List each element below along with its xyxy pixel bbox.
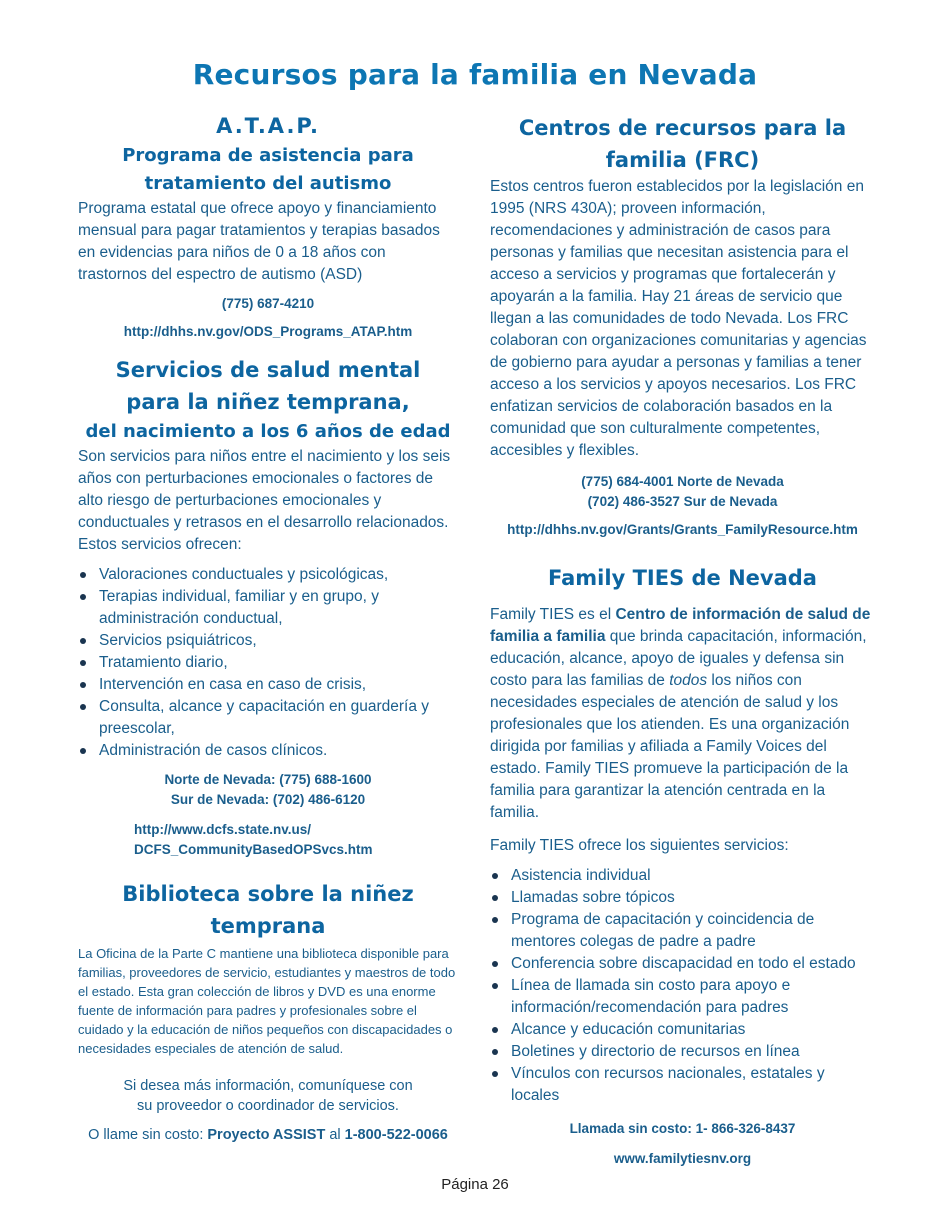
library-heading bbox=[78, 878, 458, 942]
mental-health-subheading: del nacimiento a los 6 años de edad bbox=[85, 421, 451, 442]
list-item: Conferencia sobre discapacidad en todo el estado bbox=[490, 953, 875, 975]
list-item: Asistencia individual bbox=[490, 865, 875, 887]
mental-health-url-link[interactable] bbox=[78, 820, 458, 860]
frc-contacts bbox=[490, 472, 875, 512]
call-mid: al bbox=[325, 1127, 345, 1143]
body-part2: que brinda capacitación, información, educación, alcance, apoyo de iguales y defensa sin costo para las familias de bbox=[490, 628, 867, 689]
url-line1: http://www.dcfs.state.nv.us/ bbox=[134, 822, 312, 837]
body-bold: Centro de información de salud de familia a familia bbox=[490, 606, 871, 645]
mental-health-contacts bbox=[78, 770, 458, 810]
mental-health-section bbox=[78, 354, 458, 860]
list-item: Boletines y directorio de recursos en línea bbox=[490, 1041, 875, 1063]
family-ties-body bbox=[490, 604, 875, 824]
frc-heading-line1: Centros de recursos para la bbox=[518, 116, 847, 140]
page-number: Página 26 bbox=[441, 1176, 509, 1193]
family-ties-url-link[interactable]: www.familytiesnv.org bbox=[613, 1151, 752, 1166]
list-item: Terapias individual, familiar y en grupo, y administración conductual, bbox=[78, 586, 458, 630]
list-item: Servicios psiquiátricos, bbox=[78, 630, 458, 652]
body-part3: los niños con necesidades especiales de atención de salud y los profesionales que los atienden. Es una organización dirigida por familias y afiliada a Family Voices del estado. Family TIES promueve la participación de la familia para garantizar la atención centrada en la familia. bbox=[490, 672, 850, 821]
library-section bbox=[78, 878, 458, 1146]
list-item: Tratamiento diario, bbox=[78, 652, 458, 674]
contact-north: Norte de Nevada: (775) 688-1600 bbox=[164, 772, 372, 787]
atap-subheading-line2: tratamiento del autismo bbox=[144, 173, 392, 194]
contact-south: Sur de Nevada: (702) 486-6120 bbox=[170, 792, 366, 807]
list-item: Intervención en casa en caso de crisis, bbox=[78, 674, 458, 696]
family-ties-section bbox=[490, 562, 875, 1169]
call-number[interactable]: 1-800-522-0066 bbox=[344, 1127, 448, 1143]
family-ties-tollfree[interactable]: Llamada sin costo: 1- 866-326-8437 bbox=[569, 1121, 796, 1136]
library-info bbox=[78, 1076, 458, 1116]
list-item: Llamadas sobre tópicos bbox=[490, 887, 875, 909]
url-line2: DCFS_CommunityBasedOPSvcs.htm bbox=[134, 842, 373, 857]
frc-body: Estos centros fueron establecidos por la legislación en 1995 (NRS 430A); proveen información, recomendaciones y administración de casos para personas y familias que necesitan asistencia para el acceso a servicios y programas que fortalecerán y apoyarán a la familia. Hay 21 áreas de servicio que llegan a las comunidades de todo Nevada. Los FRC colaboran con organizaciones comunitarias y agencias de gobierno para ayudar a personas y familias a tener acceso a los servicios y apoyos necesarios. Los FRC enfatizan servicios de colaboración basados en la comunidad que son culturalmente competentes, accesibles y flexibles. bbox=[490, 178, 867, 459]
list-item: Consulta, alcance y capacitación en guardería y preescolar, bbox=[78, 696, 458, 740]
list-item: Línea de llamada sin costo para apoyo e información/recomendación para padres bbox=[490, 975, 875, 1019]
right-column bbox=[490, 110, 875, 1169]
contact-north: (775) 684-4001 Norte de Nevada bbox=[581, 474, 784, 489]
mental-health-heading bbox=[78, 354, 458, 418]
left-column bbox=[78, 110, 458, 1146]
frc-heading bbox=[490, 112, 875, 176]
mental-health-heading-line1: Servicios de salud mental bbox=[115, 358, 421, 382]
body-part1: Family TIES es el bbox=[490, 606, 616, 623]
frc-heading-line2: familia (FRC) bbox=[605, 148, 760, 172]
call-prefix: O llame sin costo: bbox=[88, 1127, 208, 1143]
contact-south: (702) 486-3527 Sur de Nevada bbox=[587, 494, 778, 509]
library-heading-line1: Biblioteca sobre la niñez bbox=[122, 882, 414, 906]
list-item: Valoraciones conductuales y psicológicas, bbox=[78, 564, 458, 586]
atap-section bbox=[78, 110, 458, 342]
mental-health-body: Son servicios para niños entre el nacimiento y los seis años con perturbaciones emocionales o factores de alto riesgo de perturbaciones emocionales y conductuales y retrasos en el desarrollo relacionados. Estos servicios ofrecen: bbox=[78, 448, 451, 553]
frc-url-link[interactable]: http://dhhs.nv.gov/Grants/Grants_FamilyResource.htm bbox=[507, 522, 858, 537]
page-title: Recursos para la familia en Nevada bbox=[192, 58, 758, 91]
atap-subheading-line1: Programa de asistencia para bbox=[122, 145, 414, 166]
family-ties-services-intro: Family TIES ofrece los siguientes servicios: bbox=[490, 837, 789, 854]
library-info-line2: su proveedor o coordinador de servicios. bbox=[137, 1098, 399, 1114]
family-ties-services-list bbox=[490, 865, 875, 1107]
atap-url-link[interactable]: http://dhhs.nv.gov/ODS_Programs_ATAP.htm bbox=[123, 324, 413, 339]
atap-heading: A.T.A.P. bbox=[216, 114, 320, 138]
list-item: Administración de casos clínicos. bbox=[78, 740, 458, 762]
list-item: Programa de capacitación y coincidencia de mentores colegas de padre a padre bbox=[490, 909, 875, 953]
family-ties-heading: Family TIES de Nevada bbox=[548, 566, 817, 590]
list-item: Alcance y educación comunitarias bbox=[490, 1019, 875, 1041]
library-call bbox=[78, 1124, 458, 1146]
call-project: Proyecto ASSIST bbox=[207, 1127, 326, 1143]
library-body: La Oficina de la Parte C mantiene una biblioteca disponible para familias, proveedores de servicio, estudiantes y maestros de todo el estado. Esta gran colección de libros y DVD es una enorme fuente de información para padres y profesionales sobre el cuidado y la educación de niños pequeños con discapacidades o necesidades especiales de atención de salud. bbox=[78, 946, 456, 1056]
atap-body: Programa estatal que ofrece apoyo y financiamiento mensual para pagar tratamientos y terapias basados en evidencias para niños de 0 a 18 años con trastornos del espectro de autismo (ASD) bbox=[78, 200, 440, 283]
mental-health-services-list bbox=[78, 564, 458, 762]
list-item: Vínculos con recursos nacionales, estatales y locales bbox=[490, 1063, 875, 1107]
body-italic: todos bbox=[669, 672, 708, 689]
library-heading-line2: temprana bbox=[210, 914, 326, 938]
atap-subheading bbox=[78, 142, 458, 198]
frc-section bbox=[490, 112, 875, 540]
library-info-line1: Si desea más información, comuníquese con bbox=[123, 1078, 413, 1094]
mental-health-heading-line2: para la niñez temprana, bbox=[126, 390, 410, 414]
atap-phone: (775) 687-4210 bbox=[221, 296, 315, 311]
